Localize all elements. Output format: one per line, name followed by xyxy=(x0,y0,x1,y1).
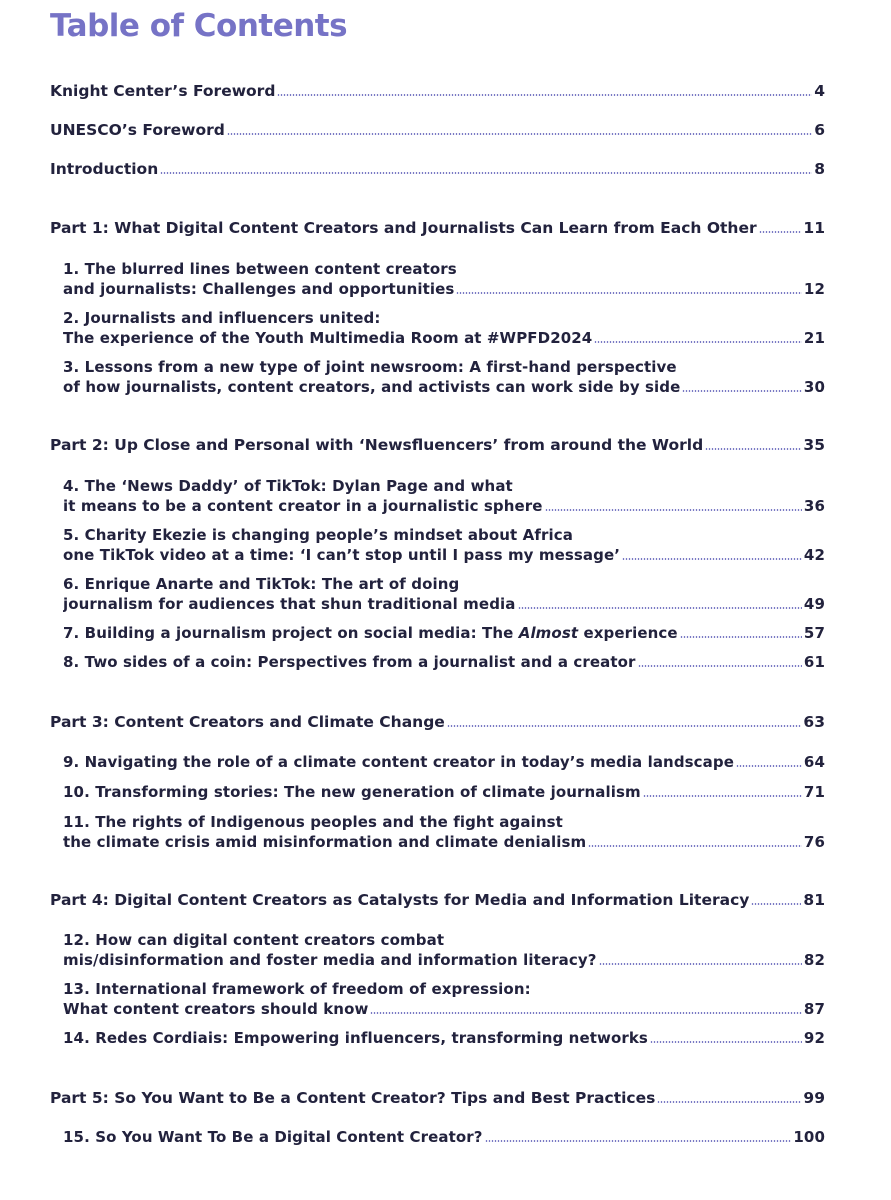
toc-entry-title-line2: of how journalists, content creators, and activists can work side by side xyxy=(63,378,681,396)
toc-entry-title-line1: 4. The ‘News Daddy’ of TikTok: Dylan Page and what xyxy=(63,477,513,495)
toc-entry-title-line2: one TikTok video at a time: ‘I can’t stop until I pass my message’ xyxy=(63,546,621,564)
toc-entry-title-line2: journalism for audiences that shun traditional media xyxy=(63,595,516,613)
dot-leader xyxy=(751,903,801,905)
toc-entry-title-line2: The experience of the Youth Multimedia Room at #WPFD2024 xyxy=(63,329,593,347)
dot-leader xyxy=(736,765,802,767)
dot-leader xyxy=(545,509,802,511)
toc-entry-title-pre: 7. Building a journalism project on social media: The xyxy=(63,624,519,642)
dot-leader xyxy=(518,607,802,609)
dot-leader xyxy=(622,558,802,560)
toc-page-number: 11 xyxy=(803,219,825,237)
toc-entry-title: Introduction xyxy=(50,160,159,178)
toc-part-5[interactable] xyxy=(50,1088,825,1108)
toc-page-number: 49 xyxy=(803,595,825,613)
toc-entry-title xyxy=(63,623,678,643)
toc-page-number: 21 xyxy=(803,329,825,347)
toc-part-title: Part 3: Content Creators and Climate Change xyxy=(50,713,445,731)
toc-chapter-12[interactable] xyxy=(63,930,825,970)
dot-leader xyxy=(680,636,802,638)
toc-chapter-4[interactable] xyxy=(63,476,825,516)
toc-entry-title: 9. Navigating the role of a climate content creator in today’s media landscape xyxy=(63,753,735,771)
toc-page-number: 8 xyxy=(814,160,825,178)
toc-page-number: 87 xyxy=(803,1000,825,1018)
toc-entry-title: UNESCO’s Foreword xyxy=(50,121,225,139)
toc-entry-knight-foreword[interactable] xyxy=(50,81,825,101)
toc-entry-title-line1: 12. How can digital content creators combat xyxy=(63,931,445,949)
toc-entry-title-line1: 1. The blurred lines between content creators xyxy=(63,260,457,278)
toc-entry-title-line1: 6. Enrique Anarte and TikTok: The art of doing xyxy=(63,575,460,593)
toc-chapter-2[interactable] xyxy=(63,308,825,348)
toc-part-title: Part 5: So You Want to Be a Content Creator? Tips and Best Practices xyxy=(50,1089,656,1107)
toc-entry-title-line1: 2. Journalists and influencers united: xyxy=(63,309,381,327)
toc-part-title: Part 2: Up Close and Personal with ‘Newsfluencers’ from around the World xyxy=(50,436,704,454)
dot-leader xyxy=(277,94,812,96)
toc-entry-title: 15. So You Want To Be a Digital Content Creator? xyxy=(63,1128,483,1146)
dot-leader xyxy=(588,845,802,847)
toc-page-number: 82 xyxy=(803,951,825,969)
toc-entry-title: 14. Redes Cordiais: Empowering influencers, transforming networks xyxy=(63,1029,648,1047)
dot-leader xyxy=(657,1101,801,1103)
toc-entry-title-line2: mis/disinformation and foster media and information literacy? xyxy=(63,951,597,969)
toc-page-number: 76 xyxy=(803,833,825,851)
dot-leader xyxy=(599,963,802,965)
dot-leader xyxy=(594,341,802,343)
toc-entry-title-line1: 11. The rights of Indigenous peoples and the fight against xyxy=(63,813,563,831)
dot-leader xyxy=(227,133,812,135)
toc-part-title: Part 4: Digital Content Creators as Catalysts for Media and Information Literacy xyxy=(50,891,750,909)
toc-page-number: 36 xyxy=(803,497,825,515)
toc-part-1[interactable] xyxy=(50,218,825,238)
dot-leader xyxy=(705,448,801,450)
toc-page-number: 92 xyxy=(803,1029,825,1047)
toc-part-4[interactable] xyxy=(50,890,825,910)
toc-page-number: 61 xyxy=(803,653,825,671)
toc-chapter-7[interactable] xyxy=(63,623,825,643)
page-title: Table of Contents xyxy=(50,8,348,44)
toc-chapter-1[interactable] xyxy=(63,259,825,299)
toc-part-3[interactable] xyxy=(50,712,825,732)
toc-page-number: 99 xyxy=(803,1089,825,1107)
dot-leader xyxy=(485,1140,792,1142)
toc-entry-title: Knight Center’s Foreword xyxy=(50,82,276,100)
dot-leader xyxy=(160,172,812,174)
toc-part-title: Part 1: What Digital Content Creators and Journalists Can Learn from Each Other xyxy=(50,219,757,237)
toc-chapter-8[interactable] xyxy=(63,652,825,672)
toc-page-number: 100 xyxy=(793,1128,825,1146)
toc-chapter-10[interactable] xyxy=(63,782,825,802)
toc-part-2[interactable] xyxy=(50,435,825,455)
toc-chapter-3[interactable] xyxy=(63,357,825,397)
dot-leader xyxy=(638,665,802,667)
toc-page-number: 30 xyxy=(803,378,825,396)
toc-chapter-6[interactable] xyxy=(63,574,825,614)
toc-page-number: 64 xyxy=(803,753,825,771)
dot-leader xyxy=(650,1041,802,1043)
toc-chapter-9[interactable] xyxy=(63,752,825,772)
toc-entry-title-line1: 3. Lessons from a new type of joint newsroom: A first-hand perspective xyxy=(63,358,677,376)
toc-entry-title: 8. Two sides of a coin: Perspectives from a journalist and a creator xyxy=(63,653,636,671)
toc-entry-title-emphasis: Almost xyxy=(518,624,579,642)
toc-entry-title-line2: and journalists: Challenges and opportunities xyxy=(63,280,455,298)
dot-leader xyxy=(759,231,802,233)
toc-entry-title-post: experience xyxy=(578,624,678,642)
toc-entry-unesco-foreword[interactable] xyxy=(50,120,825,140)
dot-leader xyxy=(447,725,802,727)
toc-page-number: 35 xyxy=(803,436,825,454)
toc-chapter-15[interactable] xyxy=(63,1127,825,1147)
toc-entry-title-line1: 13. International framework of freedom of expression: xyxy=(63,980,531,998)
toc-entry-title-line2: the climate crisis amid misinformation and climate denialism xyxy=(63,833,587,851)
dot-leader xyxy=(643,795,802,797)
toc-page-number: 42 xyxy=(803,546,825,564)
toc-entry-title: 10. Transforming stories: The new generation of climate journalism xyxy=(63,783,641,801)
toc-entry-title-line1: 5. Charity Ekezie is changing people’s mindset about Africa xyxy=(63,526,573,544)
toc-entry-title-line2: What content creators should know xyxy=(63,1000,369,1018)
toc-entry-introduction[interactable] xyxy=(50,159,825,179)
toc-page-number: 6 xyxy=(814,121,825,139)
dot-leader xyxy=(456,292,801,294)
toc-chapter-11[interactable] xyxy=(63,812,825,852)
toc-page-number: 71 xyxy=(803,783,825,801)
toc-page-number: 63 xyxy=(803,713,825,731)
toc-page-number: 81 xyxy=(803,891,825,909)
toc-chapter-5[interactable] xyxy=(63,525,825,565)
toc-entry-title-line2: it means to be a content creator in a journalistic sphere xyxy=(63,497,543,515)
dot-leader xyxy=(370,1012,801,1014)
toc-chapter-13[interactable] xyxy=(63,979,825,1019)
dot-leader xyxy=(682,390,802,392)
toc-page-number: 12 xyxy=(803,280,825,298)
toc-page-number: 57 xyxy=(803,624,825,642)
toc-chapter-14[interactable] xyxy=(63,1028,825,1048)
toc-page-number: 4 xyxy=(814,82,825,100)
